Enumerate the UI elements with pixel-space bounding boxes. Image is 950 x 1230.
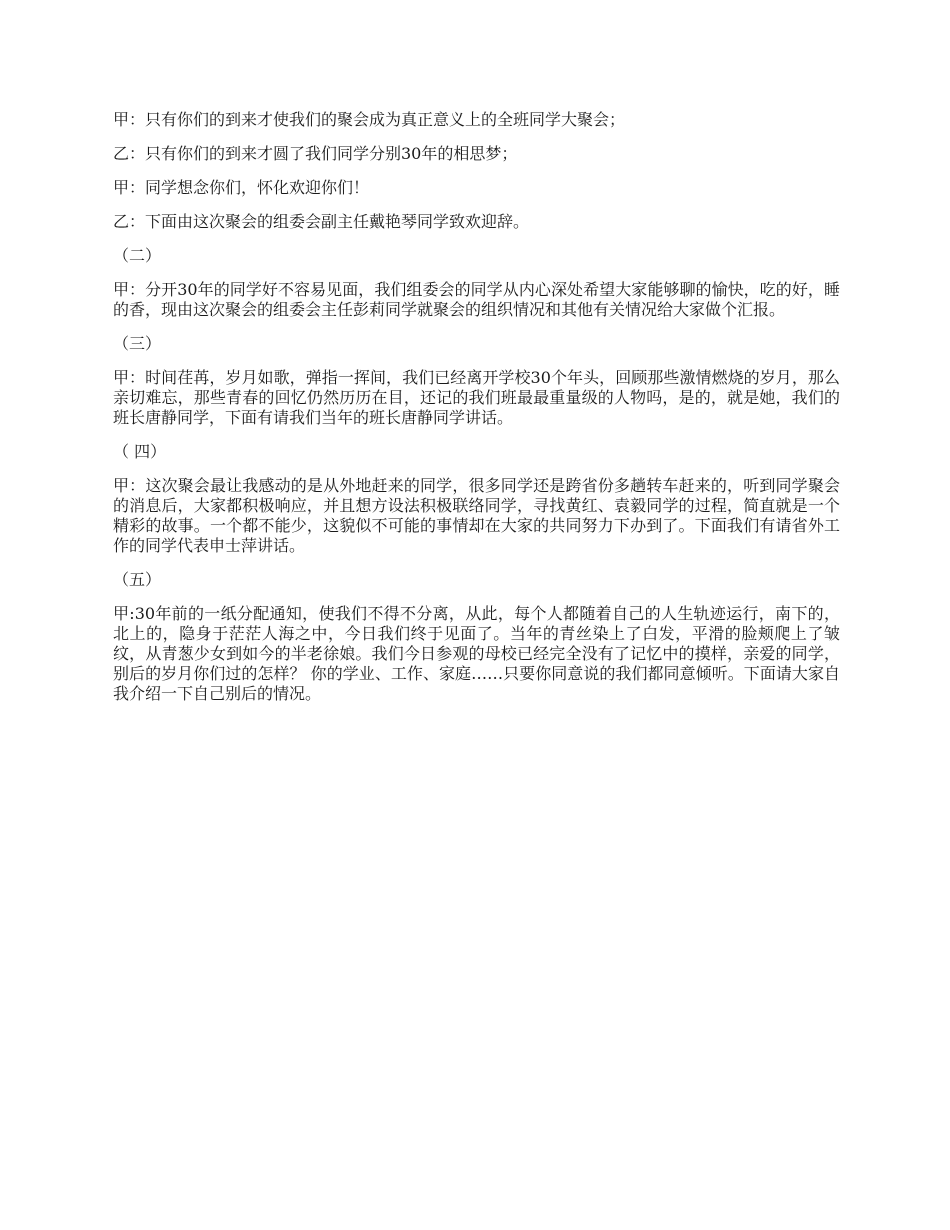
paragraph-6: 甲：时间荏苒，岁月如歌，弹指一挥间，我们已经离开学校30个年头，回顾那些激情燃烧的岁月，那么亲切难忘，那些青春的回忆仍然历历在目，还记的我们班最最重量级的人物吗，是的，就是她，我们的班长唐静同学，下面有请我们当年的班长唐静同学讲话。: [113, 368, 840, 427]
document-page: [113, 110, 840, 718]
paragraph-3: 甲：同学想念你们，怀化欢迎你们！: [113, 178, 370, 197]
section-heading-5: （五）: [113, 570, 162, 589]
paragraph-2: 乙：只有你们的到来才圆了我们同学分别30年的相思梦；: [113, 144, 518, 163]
paragraph-4: 乙：下面由这次聚会的组委会副主任戴艳琴同学致欢迎辞。: [113, 212, 530, 231]
paragraph-5: 甲：分开30年的同学好不容易见面，我们组委会的同学从内心深处希望大家能够聊的愉快，吃的好，睡的香，现由这次聚会的组委会主任彭莉同学就聚会的组织情况和其他有关情况给大家做个汇报。: [113, 280, 840, 319]
section-heading-3: （三）: [113, 334, 162, 353]
section-heading-4: （ 四）: [113, 442, 167, 461]
section-heading-2: （二）: [113, 246, 162, 265]
paragraph-7: 甲：这次聚会最让我感动的是从外地赶来的同学，很多同学还是跨省份多趟转车赶来的，听到同学聚会的消息后，大家都积极响应，并且想方设法积极联络同学，寻找黄红、袁毅同学的过程，简直就是一个精彩的故事。一个都不能少，这貌似不可能的事情却在大家的共同努力下办到了。下面我们有请省外工作的同学代表申士萍讲话。: [113, 476, 840, 555]
paragraph-8: 甲:30年前的一纸分配通知，使我们不得不分离，从此，每个人都随着自己的人生轨迹运行，南下的，北上的，隐身于茫茫人海之中，今日我们终于见面了。当年的青丝染上了白发，平滑的脸颊爬上了皱纹，从青葱少女到如今的半老徐娘。我们今日参观的母校已经完全没有了记忆中的摸样，亲爱的同学，别后的岁月你们过的怎样？ 你的学业、工作、家庭……只要你同意说的我们都同意倾听。下面请大家自我介绍一下自己别后的情况。: [113, 604, 840, 703]
paragraph-1: 甲：只有你们的到来才使我们的聚会成为真正意义上的全班同学大聚会；: [113, 110, 626, 129]
